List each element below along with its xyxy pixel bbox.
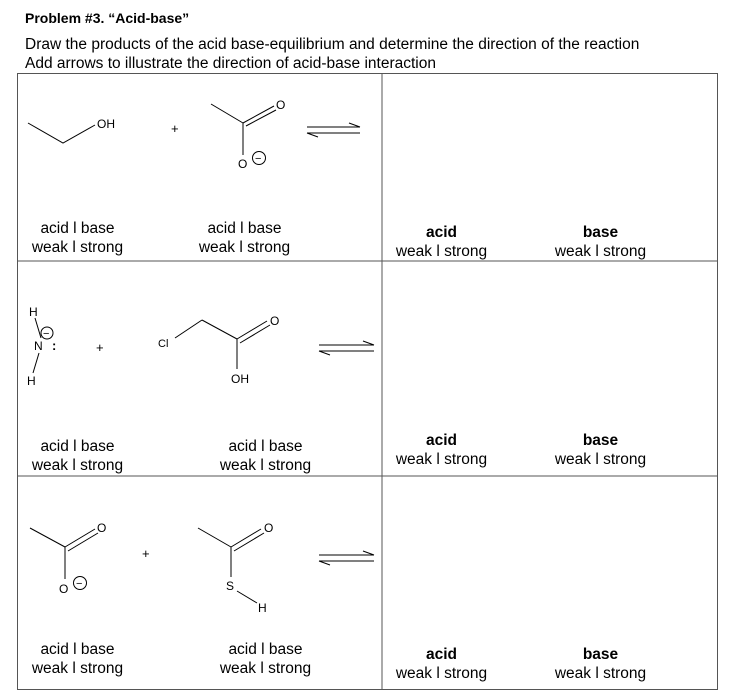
row1-product-acid-choice[interactable]: weak l strong: [395, 243, 488, 260]
row3-product-acid-choice[interactable]: weak l strong: [395, 665, 488, 682]
row3-product-base-heading: base: [582, 646, 619, 663]
row3-reactant2-choices: [213, 640, 318, 678]
table-and-structures: [17, 73, 718, 690]
row1-r1-choice-weak-strong[interactable]: weak l strong: [31, 239, 124, 256]
row2-r1-choice-acid-base[interactable]: acid l base: [40, 438, 115, 455]
row1-r2-atom-o-top: O: [276, 98, 286, 112]
row3-r2-atom-s: S: [226, 579, 235, 593]
row2-r2-choice-weak-strong[interactable]: weak l strong: [219, 457, 312, 474]
row1-r2-atom-o-bottom: O: [238, 157, 248, 171]
row3-r2-atom-o: O: [264, 521, 274, 535]
row2-r2-atom-cl: Cl: [158, 338, 169, 350]
row1-plus: +: [171, 121, 179, 136]
row2-product-acid: [389, 431, 494, 469]
row3-equilibrium-arrow-icon: [319, 551, 374, 565]
problem-title: Problem #3. “Acid-base”: [25, 10, 190, 26]
row1-r2-choice-acid-base[interactable]: acid l base: [207, 220, 282, 237]
row1-product-acid: [389, 223, 494, 261]
row2-chloroacetic-acid-structure: [158, 314, 279, 386]
table-grid: [17, 73, 718, 690]
row2-r2-atom-oh: OH: [231, 372, 249, 386]
row2-product-acid-choice[interactable]: weak l strong: [395, 451, 488, 468]
row2-r1-charge: −: [43, 328, 50, 340]
row3-plus: +: [142, 546, 150, 561]
row3-r1-charge: −: [76, 578, 83, 590]
row3-r2-choice-weak-strong[interactable]: weak l strong: [219, 660, 312, 677]
instruction-line-1: Draw the products of the acid base-equilibrium and determine the direction of the reaction: [25, 36, 640, 53]
row2-r1-choice-weak-strong[interactable]: weak l strong: [31, 457, 124, 474]
row3-product-base-choice[interactable]: weak l strong: [554, 665, 647, 682]
row2-r2-choice-acid-base[interactable]: acid l base: [228, 438, 303, 455]
row2-product-base-choice[interactable]: weak l strong: [554, 451, 647, 468]
row1-product-base-heading: base: [582, 224, 619, 241]
row1-product-base-choice[interactable]: weak l strong: [554, 243, 647, 260]
row2-plus: +: [96, 340, 104, 355]
row2-r1-atom-h-bottom: H: [27, 374, 36, 388]
row2-reactant2-choices: [213, 437, 318, 475]
row3-reactant1-choices: [25, 640, 130, 678]
row2-r1-atom-n: N: [34, 339, 43, 353]
row3-r1-choice-acid-base[interactable]: acid l base: [40, 641, 115, 658]
reaction-table: [17, 73, 718, 690]
row1-product-base: [548, 223, 653, 261]
row2-product-acid-heading: acid: [425, 432, 457, 449]
row3-r2-atom-h: H: [258, 601, 267, 615]
row1-r1-choice-acid-base[interactable]: acid l base: [40, 220, 115, 237]
row3-product-base: [548, 645, 653, 683]
row2-product-base-heading: base: [582, 432, 619, 449]
row3-product-acid: [389, 645, 494, 683]
row1-product-acid-heading: acid: [425, 224, 457, 241]
row1-acetate-structure: [211, 98, 285, 171]
row3-r1-atom-o-top: O: [97, 521, 107, 535]
row2-equilibrium-arrow-icon: [319, 341, 374, 355]
row3-product-acid-heading: acid: [425, 646, 457, 663]
row3-r2-choice-acid-base[interactable]: acid l base: [228, 641, 303, 658]
row1-r1-atom-oh: OH: [97, 117, 115, 131]
row1-equilibrium-arrow-icon: [307, 123, 360, 137]
row3-thioacetic-acid-structure: [198, 521, 273, 615]
row3-r1-atom-o-bottom: O: [59, 582, 69, 596]
row3-r1-choice-weak-strong[interactable]: weak l strong: [31, 660, 124, 677]
row1-r2-charge: −: [255, 153, 262, 165]
row1-reactant2-choices: [192, 219, 297, 257]
row2-r1-lone-pair: :: [52, 338, 57, 353]
row3-acetate-structure: [30, 521, 106, 596]
row2-reactant1-choices: [25, 437, 130, 475]
instruction-line-2: Add arrows to illustrate the direction of acid-base interaction: [25, 55, 436, 72]
row2-product-base: [548, 431, 653, 469]
row1-reactant1-choices: [25, 219, 130, 257]
row2-r2-atom-o: O: [270, 314, 280, 328]
row2-amide-ion-structure: [27, 305, 56, 388]
row1-ethanol-structure: [28, 117, 115, 143]
row2-r1-atom-h-top: H: [29, 305, 38, 319]
row1-r2-choice-weak-strong[interactable]: weak l strong: [198, 239, 291, 256]
